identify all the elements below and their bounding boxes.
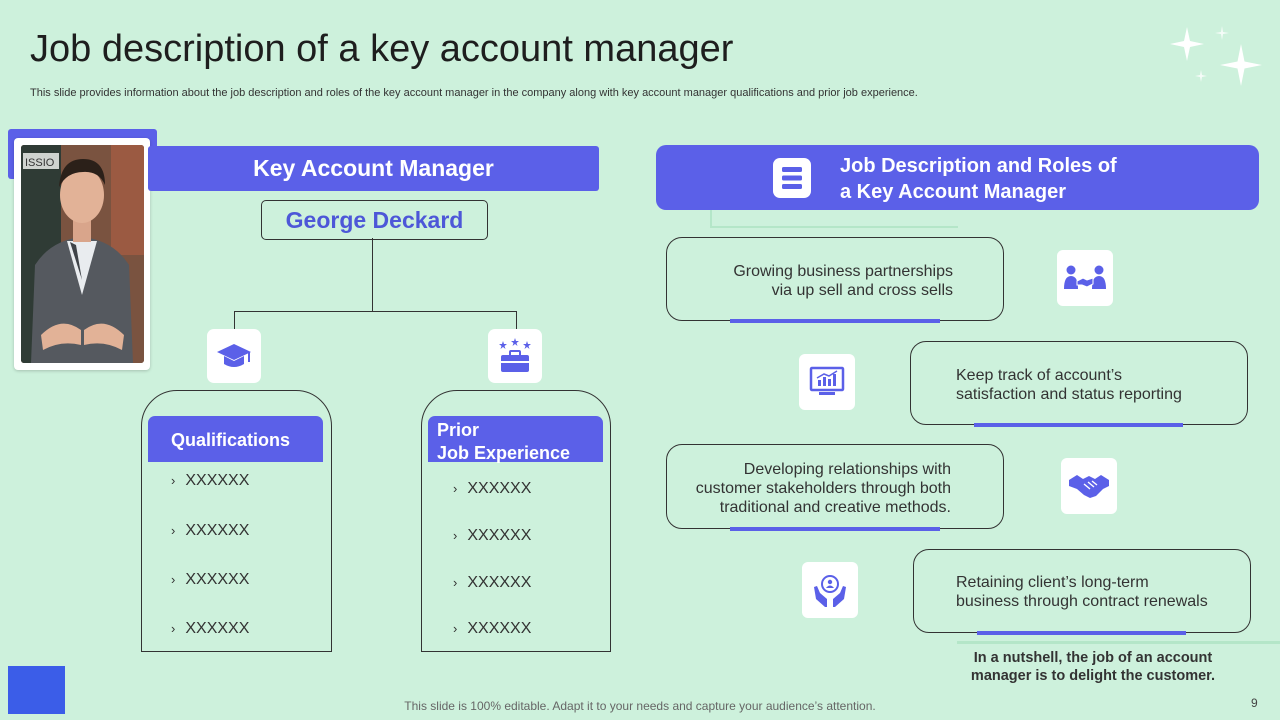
- handshake-icon: [1061, 458, 1117, 514]
- role-underline: [730, 527, 940, 531]
- role-underline: [730, 319, 940, 323]
- experience-heading: Prior Job Experience: [428, 416, 603, 462]
- list-item: › XXXXXX: [171, 571, 250, 588]
- list-item: › XXXXXX: [453, 574, 532, 591]
- connector-line: [234, 311, 235, 329]
- role-box: Retaining client’s long-term business through contract renewals: [913, 549, 1251, 633]
- role-underline: [974, 423, 1183, 427]
- list-item: › XXXXXX: [453, 527, 532, 544]
- sparkle-icon: [1195, 70, 1207, 82]
- page-number: 9: [1251, 696, 1258, 710]
- slide-title: Job description of a key account manager: [30, 28, 734, 70]
- role-box: Growing business partnerships via up sell and cross sells: [666, 237, 1004, 321]
- sparkle-icon: [1215, 26, 1229, 40]
- sparkle-icon: [1170, 27, 1204, 61]
- list-item: › XXXXXX: [171, 522, 250, 539]
- job-description-heading: Job Description and Roles of a Key Account Manager: [840, 155, 1117, 203]
- slide-subtitle: This slide provides information about the job description and roles of the key account manager in the company along with key account manager qualifications and prior job experience.: [30, 87, 918, 99]
- footer-text: This slide is 100% editable. Adapt it to your needs and capture your audience’s attention.: [404, 699, 876, 713]
- nutshell-line: [957, 641, 1280, 644]
- sparkle-icon: [1220, 44, 1262, 86]
- role-box: Keep track of account’s satisfaction and status reporting: [910, 341, 1248, 425]
- banner-shadow-line: [710, 210, 712, 227]
- briefcase-stars-icon: [488, 329, 542, 383]
- list-item: › XXXXXX: [171, 472, 250, 489]
- connector-line: [516, 311, 517, 329]
- document-list-icon: [773, 158, 811, 198]
- list-item: › XXXXXX: [453, 620, 532, 637]
- monitor-chart-icon: [799, 354, 855, 410]
- connector-line: [234, 311, 517, 312]
- list-item: › XXXXXX: [171, 620, 250, 637]
- kam-banner: Key Account Manager: [148, 146, 599, 191]
- nutshell-text: In a nutshell, the job of an account manager is to delight the customer.: [970, 650, 1216, 684]
- list-item: › XXXXXX: [453, 480, 532, 497]
- role-underline: [977, 631, 1186, 635]
- manager-name: George Deckard: [261, 200, 488, 240]
- banner-shadow-line: [710, 226, 958, 228]
- graduation-cap-icon: [207, 329, 261, 383]
- qualifications-heading: Qualifications: [148, 416, 323, 462]
- profile-photo: [21, 145, 144, 363]
- role-box: Developing relationships with customer stakeholders through both traditional and creative methods.: [666, 444, 1004, 529]
- partnership-icon: [1057, 250, 1113, 306]
- sign-text: ISSIO: [25, 157, 55, 169]
- connector-line: [372, 238, 373, 311]
- care-hands-icon: [802, 562, 858, 618]
